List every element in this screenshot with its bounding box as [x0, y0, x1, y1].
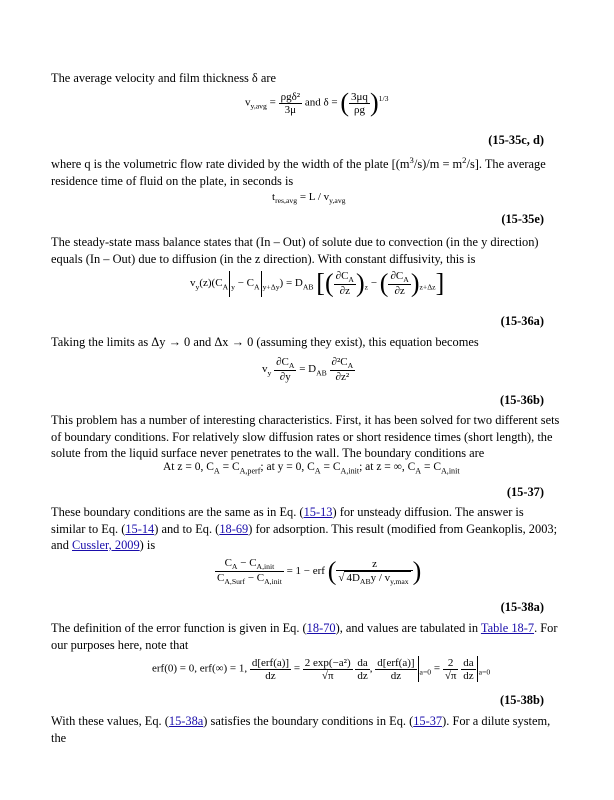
equation-number: (15-36a) [500, 314, 544, 328]
link-eq-15-13[interactable]: 15-13 [303, 505, 333, 519]
paragraph-mass-balance: The steady-state mass balance states that (In – Out) of solute due to convection (in the y direction) equals (In – Out) due to diffusion (in the z direction). With constant diffusivity, this is [51, 235, 539, 266]
equation-15-38a: $\frac{C_A - C_{A,init}}{C_{A,Surf} - C_{A,init}}$ = 1 − erf ( $\frac{z}{√ 4D_{AB}y / v_{y,max}}$ ) [217, 556, 422, 587]
equation-15-35cd: $v_{y,avg}$ = $\frac{\text{ρgδ²}}{3\mu}$ and δ = ( $\frac{3\mu q}{\rho g}$ )$^{1/3}$ [245, 88, 389, 117]
equation-number: (15-38a) [500, 600, 544, 614]
equation-number: (15-38b) [499, 693, 544, 707]
link-eq-15-38a[interactable]: 15-38a [168, 714, 204, 728]
paragraph-characteristics: This problem has a number of interesting characteristics. First, it has been solved for two different sets of boundary conditions. For relatively slow diffusion rates or short residence times (short length), the solute from the liquid surface never penetrates to the wall. The boundary conditions are [51, 413, 560, 460]
link-eq-15-37[interactable]: 15-37 [413, 714, 443, 728]
paragraph-boundary: These boundary conditions are the same as in Eq. (15-13) for unsteady diffusion. The answer is similar to Eq. (15-14) and to Eq. (18-69) for adsorption. This result (modified from Geankoplis, 2003; and Cussler, 2009) is [51, 505, 558, 552]
equation-15-36b: $v_y$ $\frac{\partial C_A}{\partial y}$ = $D_{AB}$ $\frac{\partial^2C_A}{\text{∂z²}}$ [262, 356, 354, 384]
equation-15-35e: $t_{res,avg} = L / v_{y,avg}$ [272, 191, 346, 206]
paragraph-error-function: The definition of the error function is given in Eq. (18-70), and values are tabulated in Table 18-7. For our purposes here, note that [51, 621, 558, 652]
link-cussler-2009[interactable]: Cussler, 2009 [72, 538, 140, 552]
paragraph-limits: Taking the limits as Δy → 0 and Δx → 0 (assuming they exist), this equation becomes [51, 335, 479, 349]
link-table-18-7[interactable]: Table 18-7 [480, 621, 535, 635]
equation-15-38b: erf(0) = 0, erf(∞) = 1, $\frac{\text{d[erf(a)]}}{dz}$ = $\frac{\text{2 exp(−a²)}}{√\pi}$ $\frac{da}{dz}$ , $\frac{\text{d[erf(a)]}}{dz}$ $_{a=0}$ = $\frac{2}{√\pi}$ $\frac{da}{dz}$ $_{a=0}$ [152, 656, 491, 682]
link-eq-15-14[interactable]: 15-14 [125, 521, 155, 536]
link-eq-18-70[interactable]: 18-70 [306, 621, 336, 635]
paragraph-flow-rate: where q is the volumetric flow rate divided by the width of the plate $[(m^3/s)/m = m^2/s]$. The average residence time of fluid on the plate, in seconds is [51, 155, 546, 188]
equation-15-36a: $v_y(z)(C_A$ $_y - C_A$ $_{y+\Delta y}) = D_{AB}$ [( $\frac{\partial C_A}{\partial z}$ )$_z$ − ( $\frac{\partial C_A}{\partial z}$ )$_{z+\Delta z}$] [190, 268, 445, 298]
equation-number: (15-35c, d) [488, 133, 544, 147]
equation-number: (15-37) [506, 485, 544, 499]
paragraph-dilute-system: With these values, Eq. (15-38a) satisfies the boundary conditions in Eq. (15-37). For a dilute system, the [51, 714, 551, 745]
link-eq-18-69[interactable]: 18-69 [219, 521, 249, 536]
paragraph-intro: The average velocity and film thickness δ are [51, 71, 276, 85]
equation-15-37: At z = 0, $C_A = C_{A,perf}$; at y = 0, $C_A = C_{A,init}$; at z = ∞, $C_A = C_{A,init}$ [163, 461, 460, 476]
equation-number: (15-35e) [501, 212, 544, 226]
equation-number: (15-36b) [499, 393, 544, 407]
